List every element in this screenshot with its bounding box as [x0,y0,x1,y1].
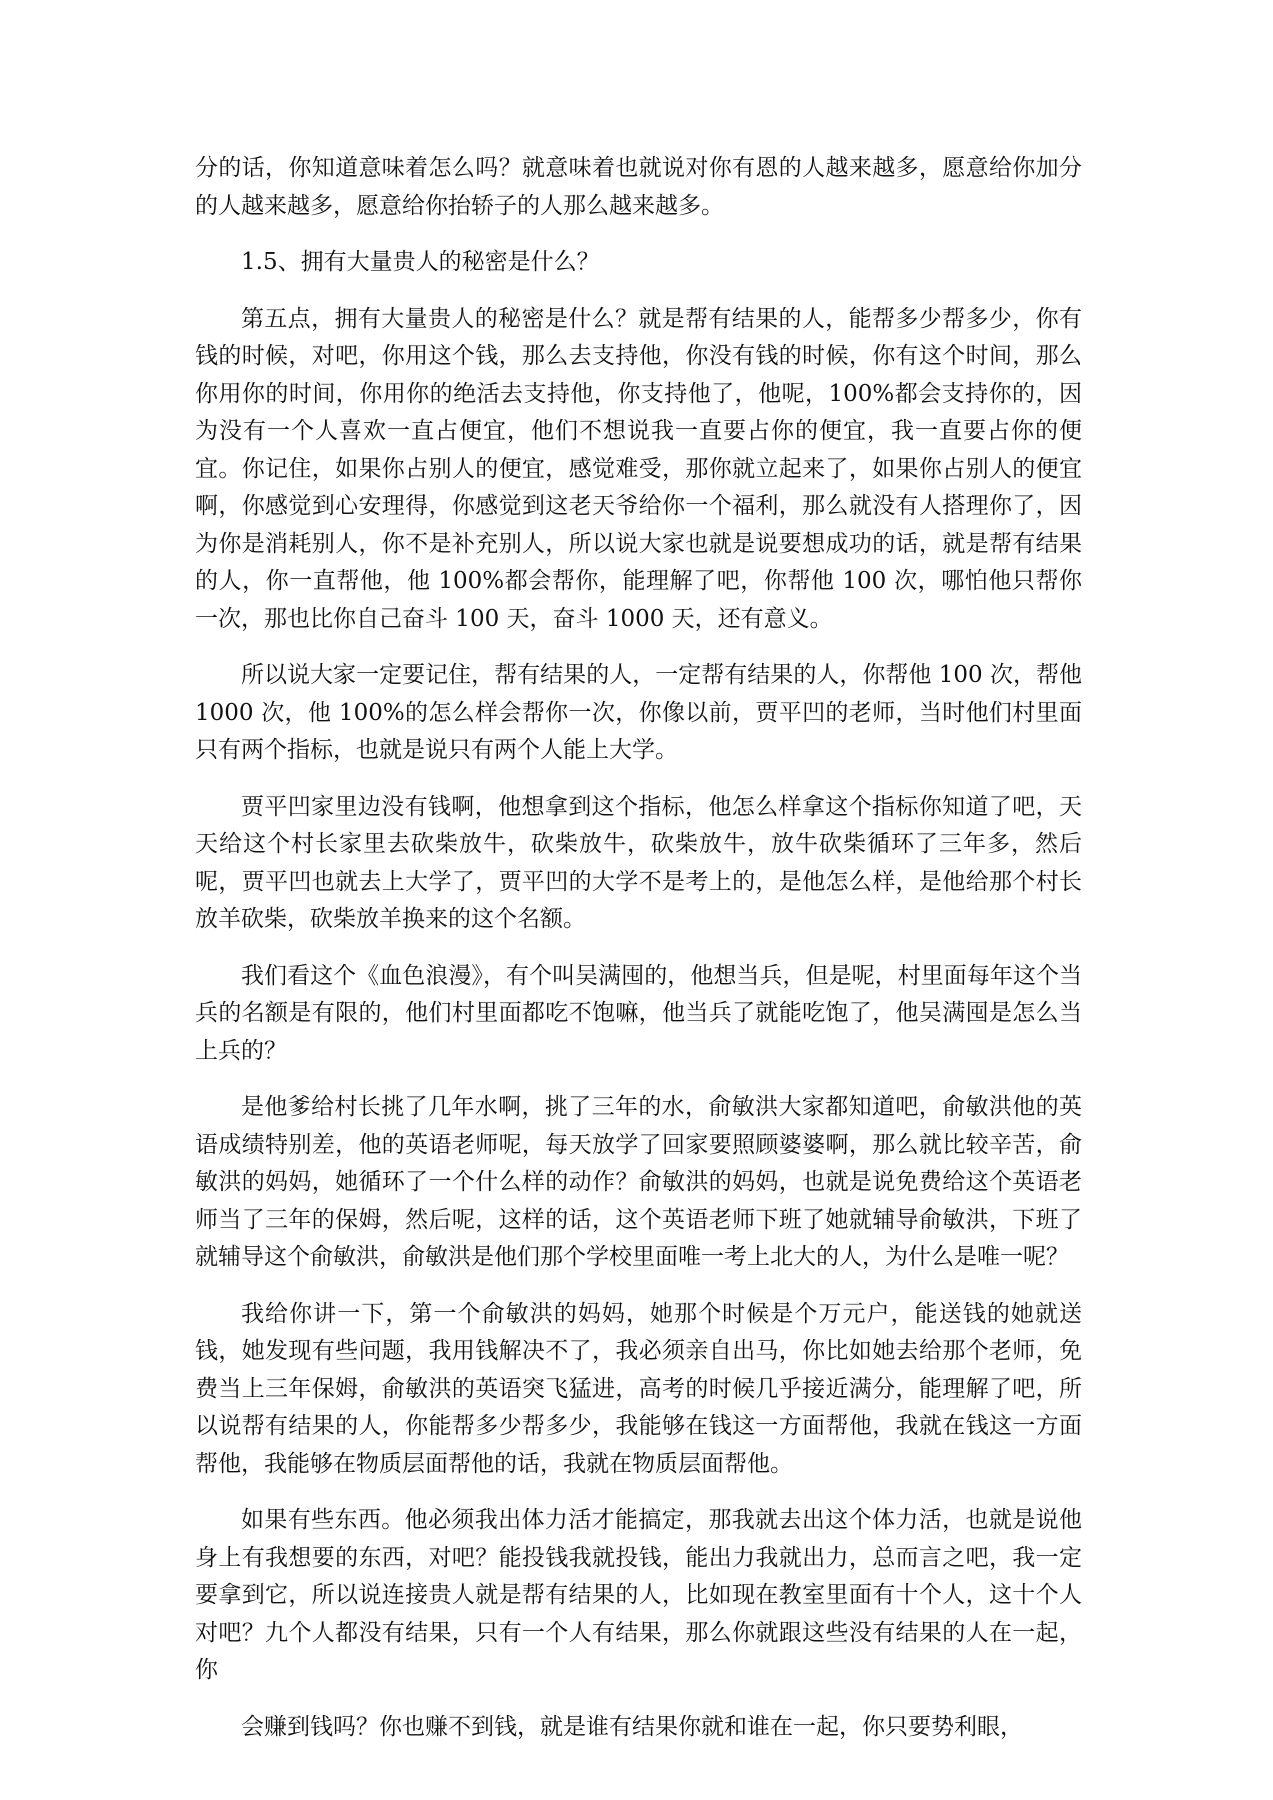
paragraph: 第五点，拥有大量贵人的秘密是什么？就是帮有结果的人，能帮多少帮多少，你有钱的时候，对吧，你用这个钱，那么去支持他，你没有钱的时候，你有这个时间，那么你用你的时间，你用你的绝活去支持他，你支持他了，他呢，100%都会支持你的，因为没有一个人喜欢一直占便宜，他们不想说我一直要占你的便宜，我一直要占你的便宜。你记住，如果你占别人的便宜，感觉难受，那你就立起来了，如果你占别人的便宜啊，你感觉到心安理得，你感觉到这老天爷给你一个福利，那么就没有人搭理你了，因为你是消耗别人，你不是补充别人，所以说大家也就是说要想成功的话，就是帮有结果的人，你一直帮他，他 100%都会帮你，能理解了吧，你帮他 100 次，哪怕他只帮你一次，那也比你自己奋斗 100 天，奋斗 1000 天，还有意义。 [195,305,1082,632]
paragraph: 如果有些东西。他必须我出体力活才能搞定，那我就去出这个体力活，也就是说他身上有我想要的东西，对吧？能投钱我就投钱，能出力我就出力，总而言之吧，我一定要拿到它，所以说连接贵人就是帮有结果的人，比如现在教室里面有十个人，这十个人对吧？九个人都没有结果，只有一个人有结果，那么你就跟这些没有结果的人在一起，你 [195,1507,1082,1683]
section-heading: 1.5、拥有大量贵人的秘密是什么？ [241,249,600,275]
paragraph: 贾平凹家里边没有钱啊，他想拿到这个指标，他怎么样拿这个指标你知道了吧，天天给这个村长家里去砍柴放牛，砍柴放牛，砍柴放牛，放牛砍柴循环了三年多，然后呢，贾平凹也就去上大学了，贾平凹的大学不是考上的，是他怎么样，是他给那个村长放羊砍柴，砍柴放羊换来的这个名额。 [195,793,1082,932]
paragraph: 所以说大家一定要记住，帮有结果的人，一定帮有结果的人，你帮他 100 次，帮他 1000 次，他 100%的怎么样会帮你一次，你像以前，贾平凹的老师，当时他们村里面只有两个指标，也就是说只有两个人能上大学。 [195,662,1082,763]
paragraph: 我们看这个《血色浪漫》，有个叫吴满囤的，他想当兵，但是呢，村里面每年这个当兵的名额是有限的，他们村里面都吃不饱嘛，他当兵了就能吃饱了，他吴满囤是怎么当上兵的？ [195,962,1082,1064]
paragraph: 是他爹给村长挑了几年水啊，挑了三年的水，俞敏洪大家都知道吧，俞敏洪他的英语成绩特别差，他的英语老师呢，每天放学了回家要照顾婆婆啊，那么就比较辛苦，俞敏洪的妈妈，她循环了一个什么样的动作？俞敏洪的妈妈，也就是说免费给这个英语老师当了三年的保姆，然后呢，这样的话，这个英语老师下班了她就辅导俞敏洪，下班了就辅导这个俞敏洪，俞敏洪是他们那个学校里面唯一考上北大的人，为什么是唯一呢？ [195,1094,1082,1270]
paragraph: 我给你讲一下，第一个俞敏洪的妈妈，她那个时候是个万元户，能送钱的她就送钱，她发现有些问题，我用钱解决不了，我必须亲自出马，你比如她去给那个老师，免费当上三年保姆，俞敏洪的英语突飞猛进，高考的时候几乎接近满分，能理解了吧，所以说帮有结果的人，你能帮多少帮多少，我能够在钱这一方面帮他，我就在钱这一方面帮他，我能够在物质层面帮他的话，我就在物质层面帮他。 [195,1300,1082,1477]
document-page [195,150,1082,1765]
paragraph: 会赚到钱吗？你也赚不到钱，就是谁有结果你就和谁在一起，你只要势利眼， [241,1713,1023,1740]
paragraph-continuation: 分的话，你知道意味着怎么吗？就意味着也就说对你有恩的人越来越多，愿意给你加分的人越来越多，愿意给你抬轿子的人那么越来越多。 [195,155,1082,219]
